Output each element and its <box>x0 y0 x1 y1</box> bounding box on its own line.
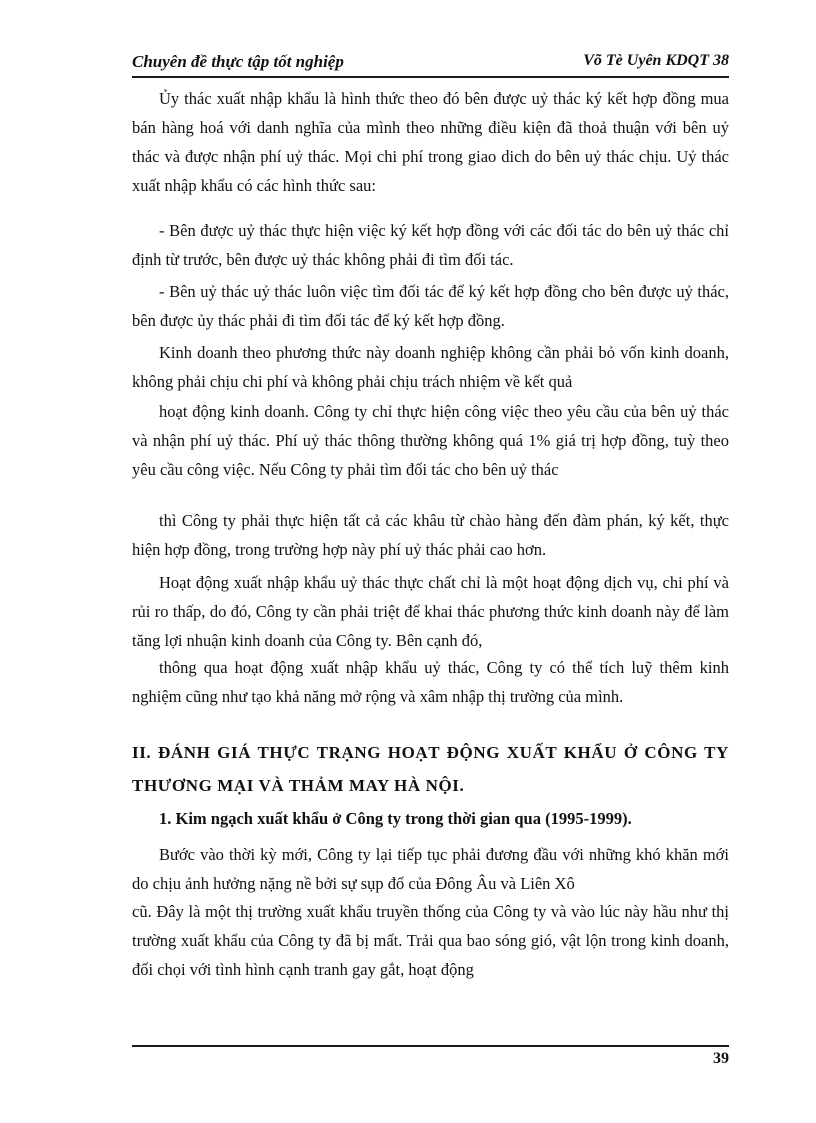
footer-divider <box>132 1045 729 1047</box>
paragraph-form-one: - Bên được uỷ thác thực hiện việc ký kết hợp đồng với các đối tác do bên uỷ thác chỉ định từ trước, bên được uỷ thác không phải đi tìm đối tác. <box>132 221 729 269</box>
paragraph-business-method: Kinh doanh theo phương thức này doanh nghiệp không cần phải bỏ vốn kinh doanh, không phải chịu chi phí và không phải chịu trách nhiệm về kết quả <box>132 343 729 391</box>
paragraph-higher-fee: thì Công ty phải thực hiện tất cả các khâu từ chào hàng đến đàm phán, ký kết, thực hiện hợp đồng, trong trường hợp này phí uỷ thác phải cao hơn. <box>132 511 729 559</box>
page-number: 39 <box>713 1050 729 1067</box>
document-title: Chuyên đề thực tập tốt nghiệp <box>132 52 344 71</box>
paragraph-form-two: - Bên uỷ thác uỷ thác luôn việc tìm đối tác để ký kết hợp đồng cho bên được uỷ thác, bên được ủy thác phải đi tìm đối tác để ký kết hợp đồng. <box>132 282 729 330</box>
paragraph-company-activity: hoạt động kinh doanh. Công ty chỉ thực hiện công việc theo yêu cầu của bên uỷ thác và nhận phí uỷ thác. Phí uỷ thác thông thường không quá 1% giá trị hợp đồng, tuỳ theo yêu cầu công việc. Nếu Công ty phải tìm đối tác cho bên uỷ thác <box>132 402 729 479</box>
paragraph-entrustment-definition: Ủy thác xuất nhập khẩu là hình thức theo đó bên được uỷ thác ký kết hợp đồng mua bán hàng hoá với danh nghĩa của mình theo những điều kiện đã thoả thuận với bên uỷ thác và được nhận phí uỷ thác. Mọi chi phí trong giao dich do bên uỷ thác chịu. Uỷ thác xuất nhập khẩu có các hình thức sau: <box>132 89 729 195</box>
paragraph-new-period: Bước vào thời kỳ mới, Công ty lại tiếp tục phải đương đầu với những khó khăn mới do chịu ảnh hưởng nặng nề bởi sự sụp đổ của Đông Âu và Liên Xô <box>132 845 729 893</box>
paragraph-service-activity: Hoạt động xuất nhập khẩu uỷ thác thực chất chỉ là một hoạt động dịch vụ, chi phí và rủi ro thấp, do đó, Công ty cần phải triệt để khai thác phương thức kinh doanh này để làm tăng lợi nhuận kinh doanh của Công ty. Bên cạnh đó, <box>132 573 729 650</box>
page-header <box>132 48 729 78</box>
subsection-heading: 1. Kim ngạch xuất khẩu ở Công ty trong thời gian qua (1995-1999). <box>159 809 632 828</box>
paragraph-traditional-market: cũ. Đây là một thị trường xuất khẩu truyền thống của Công ty và vào lúc này hầu như thị trường xuất khẩu của Công ty đã bị mất. Trải qua bao sóng gió, vật lộn trong kinh doanh, đối chọi với tình hình cạnh tranh gay gắt, hoạt động <box>132 902 729 979</box>
paragraph-experience: thông qua hoạt động xuất nhập khẩu uỷ thác, Công ty có thể tích luỹ thêm kinh nghiệm cũng như tạo khả năng mở rộng và xâm nhập thị trường của mình. <box>132 658 729 706</box>
section-heading: II. ĐÁNH GIÁ THỰC TRẠNG HOẠT ĐỘNG XUẤT KHẨU Ở CÔNG TY THƯƠNG MẠI VÀ THẢM MAY HÀ NỘI. <box>132 743 729 795</box>
author-info: Võ Tè Uyên KDQT 38 <box>583 52 729 69</box>
